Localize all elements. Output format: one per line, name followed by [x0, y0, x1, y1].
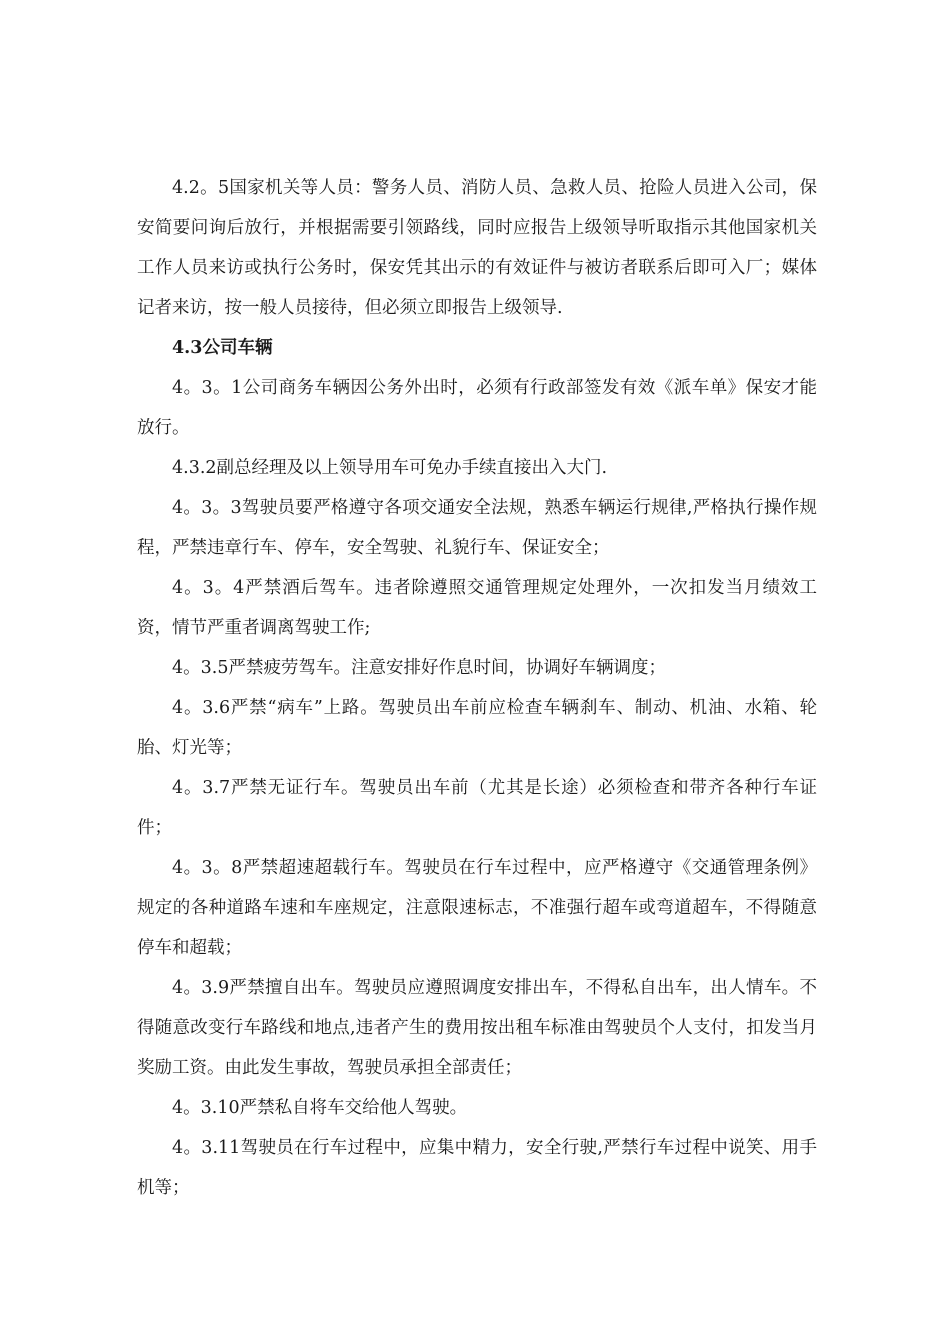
paragraph-4-3-1: 4。3。1公司商务车辆因公务外出时，必须有行政部签发有效《派车单》保安才能放行。 — [137, 378, 817, 438]
paragraph-4-3-7: 4。3.7严禁无证行车。驾驶员出车前（尤其是长途）必须检查和带齐各种行车证件； — [137, 778, 817, 838]
paragraph-4-3-4: 4。3。4严禁酒后驾车。违者除遵照交通管理规定处理外，一次扣发当月绩效工资，情节严重者调离驾驶工作; — [137, 578, 817, 638]
paragraph-4-3-8: 4。3。8严禁超速超载行车。驾驶员在行车过程中，应严格遵守《交通管理条例》规定的各种道路车速和车座规定，注意限速标志，不准强行超车或弯道超车，不得随意停车和超载； — [137, 858, 817, 958]
paragraph-4-2-5: 4.2。5国家机关等人员：警务人员、消防人员、急救人员、抢险人员进入公司，保安简要问询后放行，并根据需要引领路线，同时应报告上级领导听取指示其他国家机关工作人员来访或执行公务时，保安凭其出示的有效证件与被访者联系后即可入厂；媒体记者来访，按一般人员接待，但必须立即报告上级领导. — [137, 178, 817, 318]
paragraph-4-3-9: 4。3.9严禁擅自出车。驾驶员应遵照调度安排出车，不得私自出车，出人情车。不得随意改变行车路线和地点,违者产生的费用按出租车标准由驾驶员个人支付，扣发当月奖励工资。由此发生事故，驾驶员承担全部责任； — [137, 978, 817, 1078]
paragraph-4-3-11: 4。3.11驾驶员在行车过程中，应集中精力，安全行驶,严禁行车过程中说笑、用手机等； — [137, 1138, 817, 1198]
paragraph-4-3-5: 4。3.5严禁疲劳驾车。注意安排好作息时间，协调好车辆调度； — [172, 658, 666, 678]
paragraph-4-3-10: 4。3.10严禁私自将车交给他人驾驶。 — [172, 1098, 468, 1118]
section-heading-4-3: 4.3公司车辆 — [172, 338, 273, 358]
paragraph-4-3-3: 4。3。3驾驶员要严格遵守各项交通安全法规，熟悉车辆运行规律,严格执行操作规程，严禁违章行车、停车，安全驾驶、礼貌行车、保证安全； — [137, 498, 817, 558]
document-body — [137, 168, 817, 1208]
paragraph-4-3-6: 4。3.6严禁“病车”上路。驾驶员出车前应检查车辆刹车、制动、机油、水箱、轮胎、灯光等； — [137, 698, 817, 758]
paragraph-4-3-2: 4.3.2副总经理及以上领导用车可免办手续直接出入大门. — [172, 458, 608, 478]
